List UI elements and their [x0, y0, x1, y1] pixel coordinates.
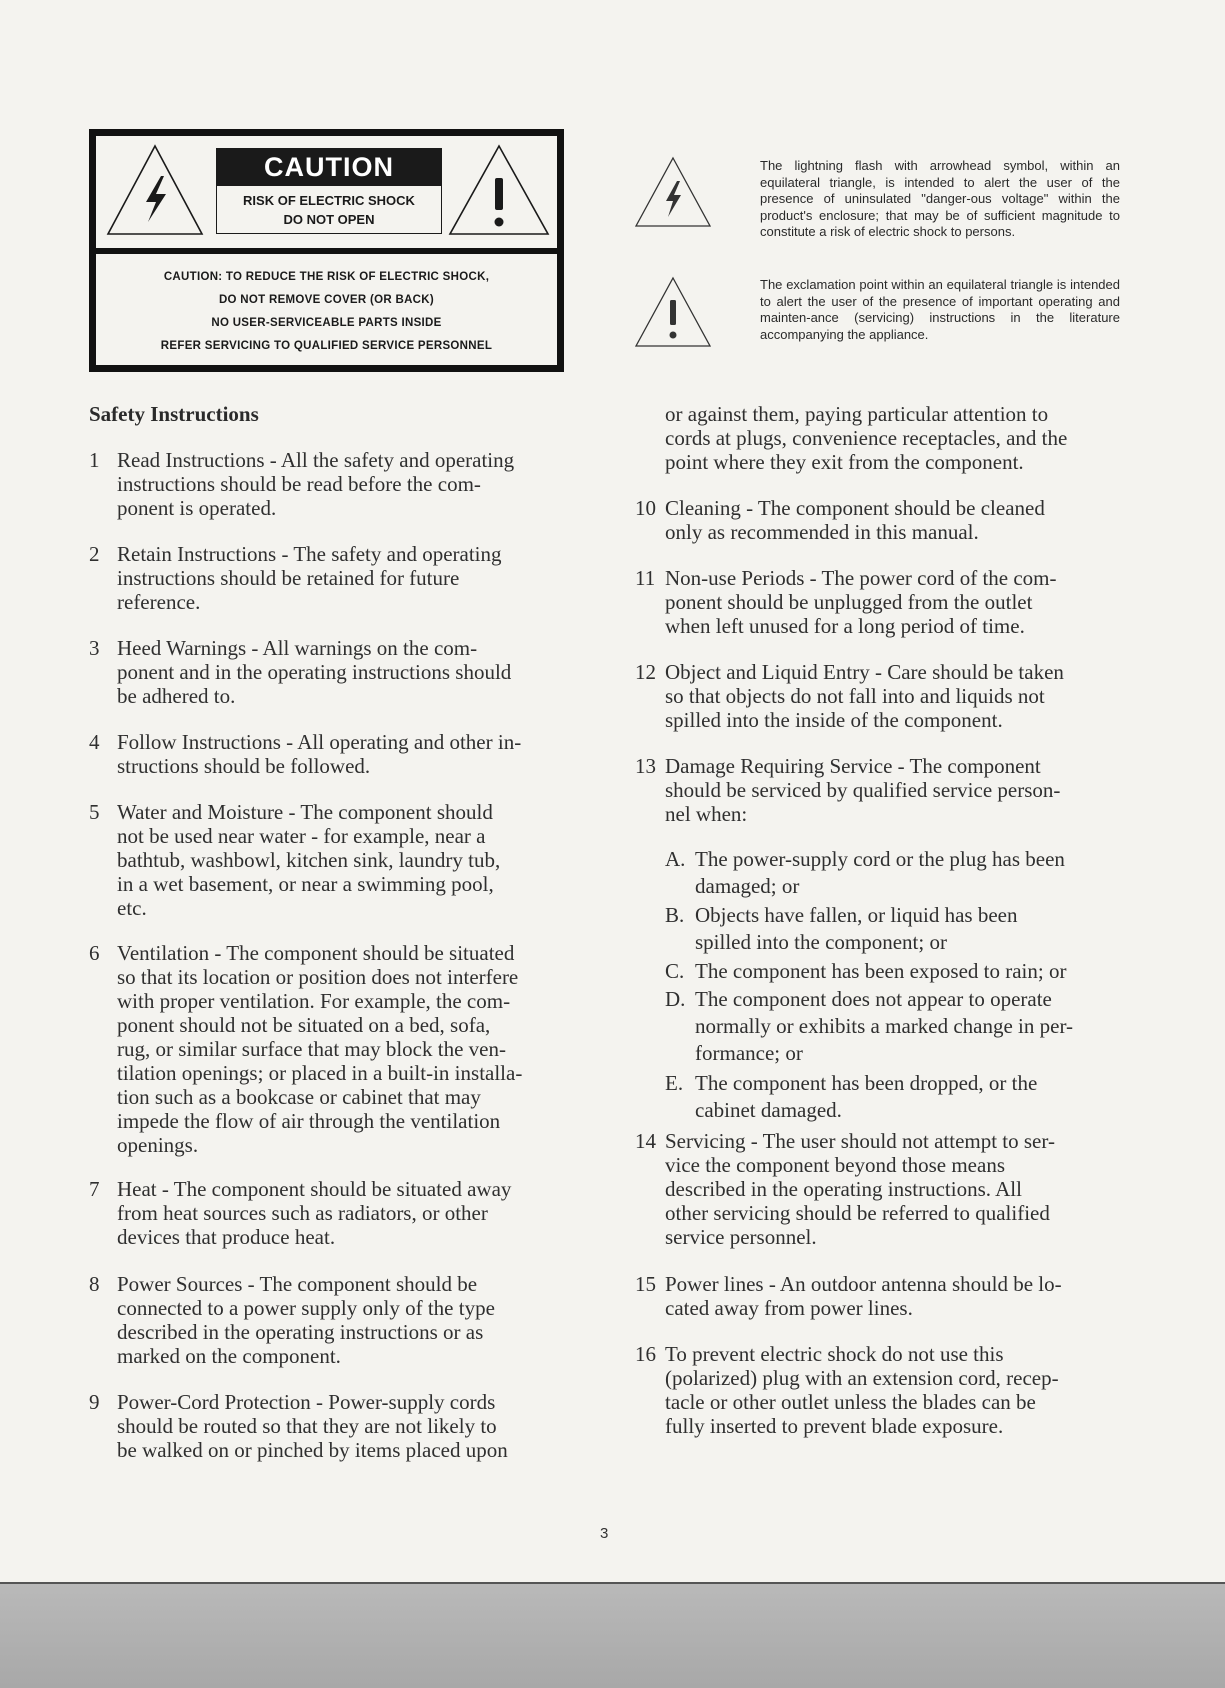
item-line: Heat - The component should be situated away	[117, 1177, 512, 1201]
item-number: 6	[89, 941, 100, 965]
scan-bottom-edge	[0, 1582, 1225, 1688]
item-line: fully inserted to prevent blade exposure.	[665, 1414, 1004, 1438]
item-line: connected to a power supply only of the type	[117, 1296, 495, 1320]
item-line: Power lines - An outdoor antenna should be lo-	[665, 1272, 1062, 1296]
item-line: structions should be followed.	[117, 754, 371, 778]
item-line: should be routed so that they are not likely to	[117, 1414, 497, 1438]
item-line: Damage Requiring Service - The component	[665, 754, 1041, 778]
item-line: tacle or other outlet unless the blades can be	[665, 1390, 1036, 1414]
item-line: Power Sources - The component should be	[117, 1272, 478, 1296]
item-line: Power-Cord Protection - Power-supply cords	[117, 1390, 496, 1414]
item-number: 4	[89, 730, 100, 754]
item-number: 2	[89, 542, 100, 566]
item-line: Non-use Periods - The power cord of the com-	[665, 566, 1057, 590]
item-line: instructions should be retained for future	[117, 566, 460, 590]
item-line: etc.	[117, 896, 147, 920]
item-line: The power-supply cord or the plug has been	[695, 847, 1065, 871]
item-line: tion such as a bookcase or cabinet that may	[117, 1085, 481, 1109]
item-line: devices that produce heat.	[117, 1225, 336, 1249]
item-line: Objects have fallen, or liquid has been	[695, 903, 1018, 927]
sub-item-letter: E.	[665, 1071, 684, 1095]
sub-item-letter: B.	[665, 903, 685, 927]
item-number: 5	[89, 800, 100, 824]
item-line: described in the operating instructions. All	[665, 1177, 1022, 1201]
sub-item-letter: D.	[665, 987, 686, 1011]
item-line: when left unused for a long period of time.	[665, 614, 1025, 638]
item-line: Cleaning - The component should be cleaned	[665, 496, 1045, 520]
item-number: 12	[635, 660, 656, 684]
item-number: 8	[89, 1272, 100, 1296]
caution-warning-line: REFER SERVICING TO QUALIFIED SERVICE PERSONNEL	[160, 340, 493, 352]
item-line: be adhered to.	[117, 684, 236, 708]
item-line: Water and Moisture - The component should	[117, 800, 493, 824]
item-number: 1	[89, 448, 100, 472]
sub-item-letter: A.	[665, 847, 686, 871]
item-number: 15	[635, 1272, 656, 1296]
item-line: described in the operating instructions or as	[117, 1320, 484, 1344]
right-column	[635, 0, 1135, 1500]
item-line: Follow Instructions - All operating and other in-	[117, 730, 522, 754]
item-line: or against them, paying particular attention to	[665, 402, 1049, 426]
item-line: instructions should be read before the com-	[117, 472, 481, 496]
item-line: damaged; or	[695, 874, 800, 898]
item-line: The component has been dropped, or the	[695, 1071, 1038, 1095]
item-number: 14	[635, 1129, 656, 1153]
item-line: so that objects do not fall into and liquids not	[665, 684, 1045, 708]
item-line: To prevent electric shock do not use this	[665, 1342, 1004, 1366]
item-line: be walked on or pinched by items placed upon	[117, 1438, 508, 1462]
lightning-symbol-description: The lightning flash with arrowhead symbol, within an equilateral triangle, is intended to alert the user of the presence of uninsulated "danger-ous voltage" within the product's enclosure; that may be of sufficient magnitude to constitute a risk of electric shock to persons.	[760, 158, 1120, 239]
caution-subtitle-line1: RISK OF ELECTRIC SHOCK	[243, 193, 415, 208]
caution-warning-line: CAUTION: TO REDUCE THE RISK OF ELECTRIC SHOCK,	[163, 271, 490, 283]
item-line: not be used near water - for example, near a	[117, 824, 486, 848]
item-number: 7	[89, 1177, 100, 1201]
item-line: ponent is operated.	[117, 496, 277, 520]
item-number: 16	[635, 1342, 656, 1366]
item-line: cated away from power lines.	[665, 1296, 913, 1320]
item-line: cabinet damaged.	[695, 1098, 842, 1122]
caution-warning-line: NO USER-SERVICEABLE PARTS INSIDE	[211, 317, 442, 329]
item-line: with proper ventilation. For example, the com-	[117, 989, 511, 1013]
item-line: spilled into the inside of the component.	[665, 708, 1003, 732]
item-line: Object and Liquid Entry - Care should be taken	[665, 660, 1064, 684]
item-line: openings.	[117, 1133, 199, 1157]
caution-warning-line: DO NOT REMOVE COVER (OR BACK)	[218, 294, 435, 306]
item-line: ponent should be unplugged from the outlet	[665, 590, 1033, 614]
item-line: in a wet basement, or near a swimming pool,	[117, 872, 494, 896]
item-line: The component does not appear to operate	[695, 987, 1052, 1011]
item-line: reference.	[117, 590, 201, 614]
continuation-text	[665, 402, 1125, 474]
item-line: should be serviced by qualified service person-	[665, 778, 1061, 802]
item-number: 10	[635, 496, 656, 520]
section-title: Safety Instructions	[89, 402, 259, 426]
item-line: cords at plugs, convenience receptacles, and the	[665, 426, 1068, 450]
item-line: point where they exit from the component.	[665, 450, 1024, 474]
item-line: tilation openings; or placed in a built-in installa-	[117, 1061, 523, 1085]
left-column	[89, 0, 589, 1500]
caution-title: CAUTION	[216, 148, 442, 186]
item-line: ponent and in the operating instructions should	[117, 660, 512, 684]
item-line: Servicing - The user should not attempt to ser-	[665, 1129, 1055, 1153]
item-line: ponent should not be situated on a bed, sofa,	[117, 1013, 491, 1037]
item-line: The component has been exposed to rain; or	[695, 959, 1067, 983]
item-line: spilled into the component; or	[695, 930, 947, 954]
item-line: so that its location or position does not interfere	[117, 965, 519, 989]
item-line: normally or exhibits a marked change in per-	[695, 1014, 1074, 1038]
item-line: only as recommended in this manual.	[665, 520, 979, 544]
sub-item-letter: C.	[665, 959, 685, 983]
item-line: Heed Warnings - All warnings on the com-	[117, 636, 478, 660]
item-line: other servicing should be referred to qualified	[665, 1201, 1050, 1225]
item-line: impede the flow of air through the ventilation	[117, 1109, 501, 1133]
item-number: 13	[635, 754, 656, 778]
page-number: 3	[600, 1525, 609, 1542]
item-line: vice the component beyond those means	[665, 1153, 1005, 1177]
exclamation-symbol-description: The exclamation point within an equilateral triangle is intended to alert the user of the presence of important operating and mainten-ance (servicing) instructions in the literature accompanying the appliance.	[760, 277, 1120, 342]
item-number: 9	[89, 1390, 100, 1414]
caution-subtitle-line2: DO NOT OPEN	[283, 212, 375, 227]
item-line: from heat sources such as radiators, or other	[117, 1201, 488, 1225]
item-line: marked on the component.	[117, 1344, 341, 1368]
item-line: Ventilation - The component should be situated	[117, 941, 515, 965]
item-line: (polarized) plug with an extension cord, recep-	[665, 1366, 1059, 1390]
item-line: nel when:	[665, 802, 748, 826]
item-line: Read Instructions - All the safety and operating	[117, 448, 515, 472]
item-line: Retain Instructions - The safety and operating	[117, 542, 502, 566]
item-line: service personnel.	[665, 1225, 817, 1249]
item-number: 11	[635, 566, 656, 590]
item-line: bathtub, washbowl, kitchen sink, laundry tub,	[117, 848, 501, 872]
item-number: 3	[89, 636, 100, 660]
item-line: formance; or	[695, 1041, 803, 1065]
item-line: rug, or similar surface that may block the ven-	[117, 1037, 506, 1061]
